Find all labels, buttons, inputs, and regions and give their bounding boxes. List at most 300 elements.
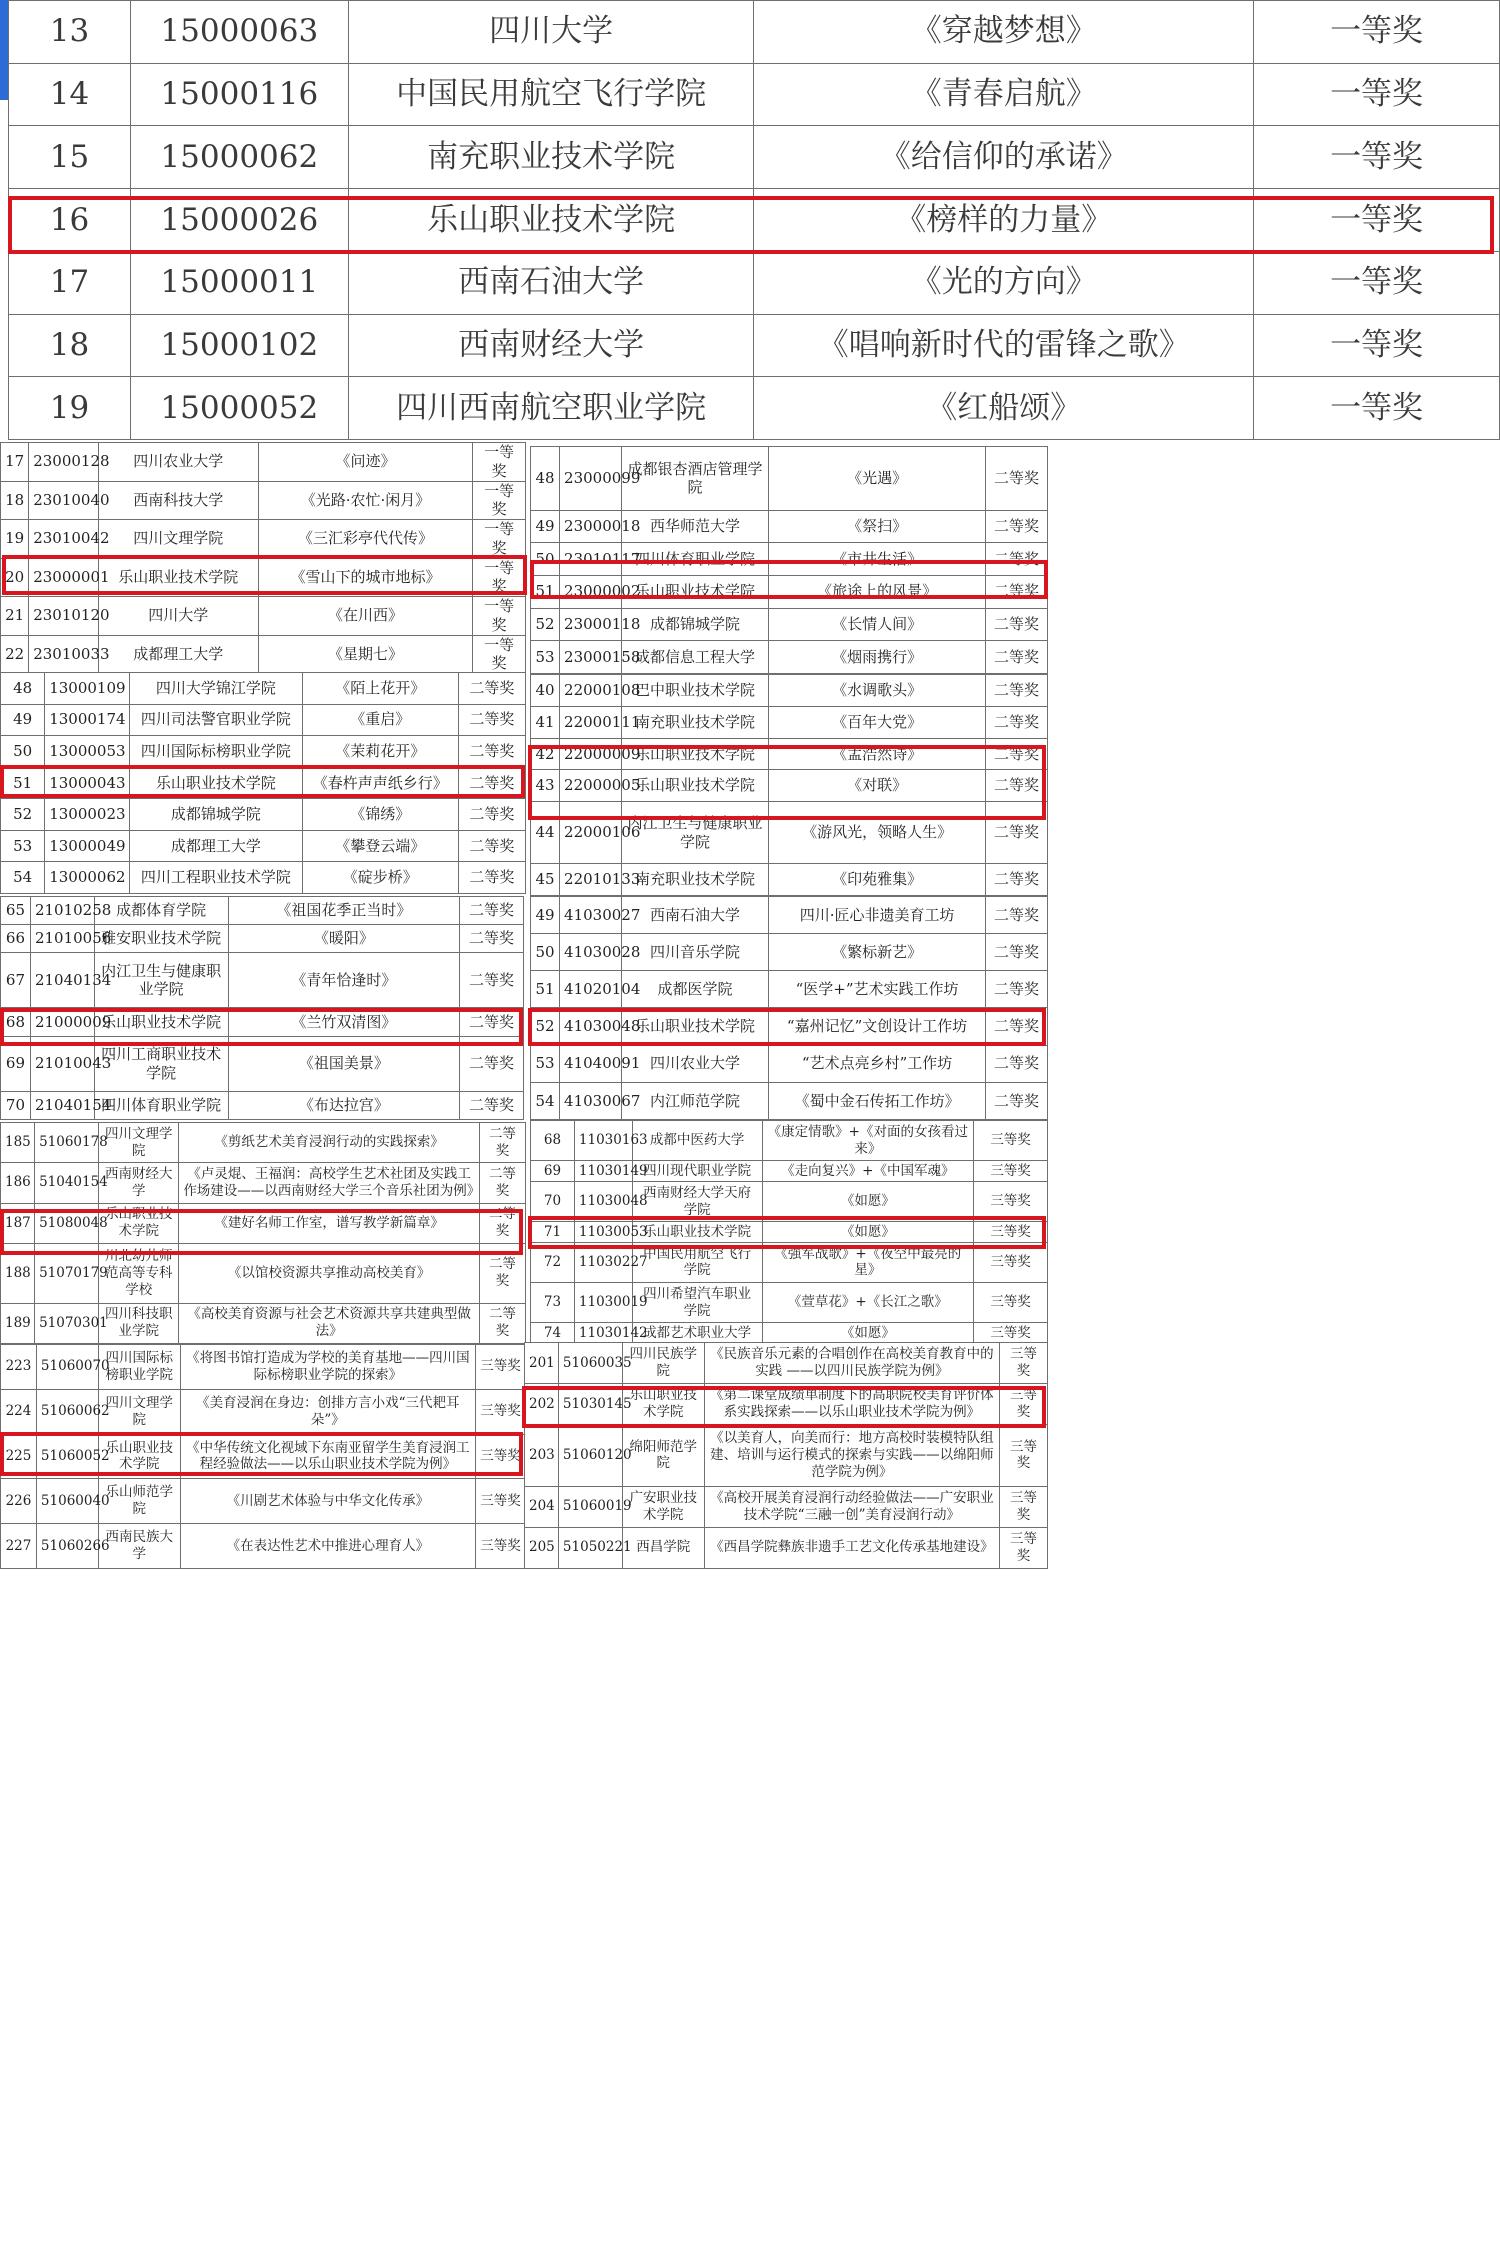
row-number: 14: [9, 63, 131, 126]
award-level: 二等奖: [986, 1045, 1048, 1082]
award-level: 二等奖: [479, 1123, 525, 1163]
award-table: [0, 1344, 526, 1569]
award-level: 二等奖: [986, 897, 1048, 934]
entry-id: 51060120: [558, 1425, 622, 1486]
table-row: [1, 897, 524, 925]
row-number: 65: [1, 897, 31, 925]
work-title: 《给信仰的承诺》: [754, 126, 1254, 189]
school-name: 内江师范学院: [621, 1082, 768, 1119]
award-level: 二等奖: [460, 925, 524, 953]
award-level: 二等奖: [986, 675, 1048, 707]
work-title: 《雪山下的城市地标》: [258, 558, 473, 597]
table-row: [1, 1303, 526, 1343]
entry-id: 11030163: [574, 1121, 632, 1161]
work-title: 《在表达性艺术中推进心理育人》: [180, 1524, 475, 1569]
work-title: 《问迹》: [258, 443, 473, 482]
table-row: [531, 575, 1048, 608]
row-number: 53: [531, 1045, 560, 1082]
school-name: 成都银杏酒店管理学院: [621, 447, 768, 511]
award-table-top: [8, 0, 1500, 440]
award-level: 三等奖: [1000, 1384, 1048, 1425]
work-title: 《市井生活》: [769, 543, 986, 576]
row-number: 188: [1, 1243, 35, 1303]
award-level: 二等奖: [986, 864, 1048, 896]
school-name: 四川文理学院: [98, 520, 258, 559]
school-name: 成都艺术职业大学: [632, 1323, 762, 1344]
school-name: 成都体育学院: [94, 897, 228, 925]
award-level: 二等奖: [458, 767, 525, 799]
award-level: 一等奖: [1254, 63, 1500, 126]
award-level: 二等奖: [458, 799, 525, 831]
table-row: [525, 1425, 1048, 1486]
entry-id: 22000108: [560, 675, 622, 707]
work-title: 《卢灵焜、王福润：高校学生艺术社团及实践工作场建设——以西南财经大学三个音乐社团为例》: [179, 1163, 480, 1203]
row-number: 49: [531, 897, 560, 934]
school-name: 内江卫生与健康职业学院: [621, 802, 768, 864]
entry-id: 22000009: [560, 738, 622, 770]
entry-id: 51080048: [35, 1203, 99, 1243]
row-number: 18: [9, 314, 131, 377]
entry-id: 13000109: [45, 673, 130, 705]
award-table-p6-left: [0, 1344, 526, 1569]
school-name: 绵阳师范学院: [622, 1425, 704, 1486]
award-table-p3-right: [530, 674, 1048, 896]
school-name: 四川国际标榜职业学院: [129, 736, 302, 768]
table-row: [531, 864, 1048, 896]
school-name: 四川科技职业学院: [99, 1303, 179, 1343]
school-name: 西华师范大学: [621, 510, 768, 543]
row-number: 186: [1, 1163, 35, 1203]
table-row: [531, 802, 1048, 864]
row-number: 41: [531, 706, 560, 738]
award-level: 三等奖: [974, 1181, 1048, 1221]
entry-id: 22010133: [560, 864, 622, 896]
table-row: [1, 520, 526, 559]
row-number: 44: [531, 802, 560, 864]
row-number: 21: [1, 597, 29, 636]
award-table: [0, 442, 526, 674]
row-number: 43: [531, 770, 560, 802]
row-number: 71: [531, 1222, 575, 1243]
table-row: [531, 510, 1048, 543]
row-number: 185: [1, 1123, 35, 1163]
award-level: 二等奖: [479, 1163, 525, 1203]
award-level: 三等奖: [974, 1283, 1048, 1323]
work-title: 《以馆校资源共享推动高校美育》: [179, 1243, 480, 1303]
row-number: 51: [1, 767, 45, 799]
row-number: 72: [531, 1242, 575, 1282]
entry-id: 23000128: [29, 443, 99, 482]
table-row: [1, 1479, 526, 1524]
award-level: 二等奖: [458, 862, 525, 894]
table-row: [531, 1323, 1048, 1344]
entry-id: 23000158: [560, 641, 622, 674]
entry-id: 51060052: [36, 1434, 98, 1479]
entry-id: 22000106: [560, 802, 622, 864]
table-row: [1, 1203, 526, 1243]
school-name: 西南财经大学: [348, 314, 754, 377]
row-number: 15: [9, 126, 131, 189]
work-title: 《走向复兴》+《中国军魂》: [762, 1161, 974, 1182]
award-table: [530, 1120, 1048, 1344]
work-title: 《在川西》: [258, 597, 473, 636]
work-title: 《百年大党》: [769, 706, 986, 738]
award-level: 三等奖: [1000, 1527, 1048, 1568]
row-number: 203: [525, 1425, 559, 1486]
table-row: [1, 635, 526, 674]
table-row: [531, 1045, 1048, 1082]
entry-id: 51060035: [558, 1343, 622, 1384]
work-title: 《康定情歌》+《对面的女孩看过来》: [762, 1121, 974, 1161]
entry-id: 41030048: [560, 1008, 622, 1045]
award-level: 二等奖: [986, 706, 1048, 738]
work-title: 《穿越梦想》: [754, 1, 1254, 64]
row-number: 187: [1, 1203, 35, 1243]
table-row: [531, 641, 1048, 674]
school-name: 四川西南航空职业学院: [348, 377, 754, 440]
award-table-p4-right: [530, 896, 1048, 1120]
school-name: 成都医学院: [621, 971, 768, 1008]
award-table-p6-right: [524, 1342, 1048, 1569]
award-level: 一等奖: [473, 635, 526, 674]
entry-id: 23000001: [29, 558, 99, 597]
school-name: 四川工商职业技术学院: [94, 1036, 228, 1091]
award-level: 一等奖: [473, 558, 526, 597]
award-level: 二等奖: [479, 1303, 525, 1343]
work-title: 《如愿》: [762, 1222, 974, 1243]
table-row: [1, 1123, 526, 1163]
work-title: 《暖阳》: [228, 925, 460, 953]
table-row: [531, 897, 1048, 934]
entry-id: 21010056: [30, 925, 94, 953]
school-name: 西南石油大学: [348, 251, 754, 314]
school-name: 四川民族学院: [622, 1343, 704, 1384]
row-number: 17: [9, 251, 131, 314]
school-name: 成都理工大学: [129, 830, 302, 862]
row-number: 50: [531, 934, 560, 971]
entry-id: 23010117: [560, 543, 622, 576]
school-name: 四川国际标榜职业学院: [98, 1345, 180, 1390]
entry-id: 23010120: [29, 597, 99, 636]
table-row: [1, 1389, 526, 1434]
work-title: 《萱草花》+《长江之歌》: [762, 1283, 974, 1323]
entry-id: 51070179: [35, 1243, 99, 1303]
entry-id: 15000063: [130, 1, 348, 64]
award-level: 二等奖: [479, 1243, 525, 1303]
table-row: [9, 377, 1500, 440]
table-row: [1, 443, 526, 482]
school-name: 南充职业技术学院: [348, 126, 754, 189]
award-level: 一等奖: [473, 443, 526, 482]
table-row: [1, 767, 526, 799]
entry-id: 15000026: [130, 189, 348, 252]
award-level: 二等奖: [458, 736, 525, 768]
row-number: 51: [531, 971, 560, 1008]
row-number: 70: [531, 1181, 575, 1221]
entry-id: 23000002: [560, 575, 622, 608]
work-title: 《高校美育资源与社会艺术资源共享共建典型做法》: [179, 1303, 480, 1343]
row-number: 53: [1, 830, 45, 862]
award-level: 二等奖: [986, 1008, 1048, 1045]
school-name: 西南石油大学: [621, 897, 768, 934]
row-number: 17: [1, 443, 29, 482]
work-title: 《印苑雅集》: [769, 864, 986, 896]
school-name: 四川大学锦江学院: [129, 673, 302, 705]
table-row: [1, 1243, 526, 1303]
work-title: “医学+”艺术实践工作坊: [769, 971, 986, 1008]
table-row: [1, 1434, 526, 1479]
table-row: [1, 1036, 524, 1091]
award-level: 三等奖: [476, 1434, 526, 1479]
award-level: 二等奖: [460, 1008, 524, 1036]
award-table-p3-left: [0, 672, 526, 894]
school-name: 乐山职业技术学院: [621, 575, 768, 608]
entry-id: 41020104: [560, 971, 622, 1008]
entry-id: 11030019: [574, 1283, 632, 1323]
award-level: 三等奖: [1000, 1425, 1048, 1486]
table-row: [1, 481, 526, 520]
row-number: 201: [525, 1343, 559, 1384]
row-number: 66: [1, 925, 31, 953]
award-level: 三等奖: [476, 1389, 526, 1434]
award-level: 二等奖: [479, 1203, 525, 1243]
award-level: 二等奖: [986, 1082, 1048, 1119]
award-level: 二等奖: [986, 934, 1048, 971]
entry-id: 41030027: [560, 897, 622, 934]
table-row: [531, 971, 1048, 1008]
entry-id: 22000005: [560, 770, 622, 802]
work-title: 《游风光，领略人生》: [769, 802, 986, 864]
award-table-p2-right: [530, 446, 1048, 674]
work-title: 《祭扫》: [769, 510, 986, 543]
row-number: 50: [531, 543, 560, 576]
work-title: “嘉州记忆”文创设计工作坊: [769, 1008, 986, 1045]
table-row: [531, 1161, 1048, 1182]
award-level: 一等奖: [1254, 314, 1500, 377]
table-row: [531, 1283, 1048, 1323]
row-number: 49: [1, 704, 45, 736]
award-level: 二等奖: [986, 770, 1048, 802]
work-title: 《青春启航》: [754, 63, 1254, 126]
award-level: 二等奖: [986, 738, 1048, 770]
row-number: 74: [531, 1323, 575, 1344]
school-name: 乐山职业技术学院: [129, 767, 302, 799]
row-number: 226: [1, 1479, 37, 1524]
panel-divider: [0, 0, 8, 100]
row-number: 48: [531, 447, 560, 511]
table-row: [525, 1527, 1048, 1568]
row-number: 45: [531, 864, 560, 896]
table-row: [1, 799, 526, 831]
award-level: 一等奖: [1254, 251, 1500, 314]
entry-id: 15000102: [130, 314, 348, 377]
school-name: 西南科技大学: [98, 481, 258, 520]
row-number: 42: [531, 738, 560, 770]
award-level: 三等奖: [974, 1323, 1048, 1344]
school-name: 乐山职业技术学院: [621, 770, 768, 802]
work-title: 《对联》: [769, 770, 986, 802]
award-table-p2-left: [0, 442, 526, 672]
row-number: 224: [1, 1389, 37, 1434]
entry-id: 13000174: [45, 704, 130, 736]
award-level: 二等奖: [458, 704, 525, 736]
row-number: 48: [1, 673, 45, 705]
work-title: 《重启》: [302, 704, 458, 736]
table-row: [9, 189, 1500, 252]
row-number: 223: [1, 1345, 37, 1390]
award-level: 二等奖: [986, 543, 1048, 576]
row-number: 70: [1, 1091, 31, 1119]
award-level: 一等奖: [473, 481, 526, 520]
entry-id: 11030149: [574, 1161, 632, 1182]
table-row: [531, 447, 1048, 511]
entry-id: 21010043: [30, 1036, 94, 1091]
award-level: 三等奖: [974, 1121, 1048, 1161]
table-row: [531, 1181, 1048, 1221]
school-name: 四川希望汽车职业学院: [632, 1283, 762, 1323]
award-level: 二等奖: [986, 608, 1048, 641]
table-row: [531, 770, 1048, 802]
work-title: 《中华传统文化视域下东南亚留学生美育浸润工程经验做法——以乐山职业技术学院为例》: [180, 1434, 475, 1479]
school-name: 四川文理学院: [99, 1123, 179, 1163]
award-table: [8, 0, 1500, 440]
school-name: 四川大学: [348, 1, 754, 64]
work-title: 《水调歌头》: [769, 675, 986, 707]
work-title: 《光遇》: [769, 447, 986, 511]
work-title: 《民族音乐元素的合唱创作在高校美育教育中的实践 ——以四川民族学院为例》: [704, 1343, 999, 1384]
school-name: 四川司法警官职业学院: [129, 704, 302, 736]
table-row: [1, 1008, 524, 1036]
work-title: 四川·匠心非遗美育工坊: [769, 897, 986, 934]
row-number: 19: [1, 520, 29, 559]
table-row: [9, 126, 1500, 189]
entry-id: 15000011: [130, 251, 348, 314]
school-name: 乐山职业技术学院: [622, 1384, 704, 1425]
school-name: 四川文理学院: [98, 1389, 180, 1434]
work-title: 《西昌学院彝族非遗手工艺文化传承基地建设》: [704, 1527, 999, 1568]
award-level: 二等奖: [458, 673, 525, 705]
school-name: 巴中职业技术学院: [621, 675, 768, 707]
work-title: 《红船颂》: [754, 377, 1254, 440]
row-number: 227: [1, 1524, 37, 1569]
award-table: [530, 446, 1048, 674]
award-level: 一等奖: [473, 597, 526, 636]
entry-id: 51060266: [36, 1524, 98, 1569]
entry-id: 23010042: [29, 520, 99, 559]
work-title: 《以美育人，向美而行：地方高校时装模特队组建、培训与运行模式的探索与实践——以绵阳师范学院为例》: [704, 1425, 999, 1486]
row-number: 225: [1, 1434, 37, 1479]
entry-id: 23010040: [29, 481, 99, 520]
entry-id: 11030048: [574, 1181, 632, 1221]
school-name: 四川体育职业学院: [94, 1091, 228, 1119]
table-row: [525, 1384, 1048, 1425]
school-name: 乐山职业技术学院: [98, 1434, 180, 1479]
award-table-p4-left: [0, 896, 524, 1120]
school-name: 雅安职业技术学院: [94, 925, 228, 953]
school-name: 成都信息工程大学: [621, 641, 768, 674]
work-title: 《美育浸润在身边：创排方言小戏“三代耙耳朵”》: [180, 1389, 475, 1434]
school-name: 四川农业大学: [621, 1045, 768, 1082]
school-name: 乐山职业技术学院: [94, 1008, 228, 1036]
school-name: 四川体育职业学院: [621, 543, 768, 576]
award-level: 二等奖: [460, 1091, 524, 1119]
table-row: [525, 1486, 1048, 1527]
row-number: 40: [531, 675, 560, 707]
award-level: 二等奖: [986, 447, 1048, 511]
entry-id: 41030067: [560, 1082, 622, 1119]
entry-id: 13000049: [45, 830, 130, 862]
entry-id: 13000062: [45, 862, 130, 894]
award-level: 三等奖: [974, 1242, 1048, 1282]
school-name: 乐山职业技术学院: [98, 558, 258, 597]
table-row: [1, 862, 526, 894]
table-row: [9, 251, 1500, 314]
award-level: 二等奖: [986, 641, 1048, 674]
school-name: 四川农业大学: [98, 443, 258, 482]
work-title: 《将图书馆打造成为学校的美育基地——四川国际标榜职业学院的探索》: [180, 1345, 475, 1390]
work-title: 《茉莉花开》: [302, 736, 458, 768]
award-level: 二等奖: [986, 575, 1048, 608]
table-row: [1, 736, 526, 768]
row-number: 54: [1, 862, 45, 894]
row-number: 69: [531, 1161, 575, 1182]
table-row: [531, 608, 1048, 641]
entry-id: 41040091: [560, 1045, 622, 1082]
work-title: 《布达拉宫》: [228, 1091, 460, 1119]
award-level: 一等奖: [473, 520, 526, 559]
work-title: 《第二课堂成绩单制度下的高职院校美育评价体系实践探索——以乐山职业技术学院为例》: [704, 1384, 999, 1425]
work-title: 《剪纸艺术美育浸润行动的实践探索》: [179, 1123, 480, 1163]
school-name: 中国民用航空飞行学院: [348, 63, 754, 126]
table-row: [531, 543, 1048, 576]
table-row: [1, 1163, 526, 1203]
school-name: 四川现代职业学院: [632, 1161, 762, 1182]
school-name: 成都理工大学: [98, 635, 258, 674]
work-title: 《强军战歌》+《夜空中最亮的星》: [762, 1242, 974, 1282]
award-table: [530, 674, 1048, 896]
entry-id: 15000052: [130, 377, 348, 440]
row-number: 69: [1, 1036, 31, 1091]
entry-id: 13000053: [45, 736, 130, 768]
work-title: 《建好名师工作室，谱写教学新篇章》: [179, 1203, 480, 1243]
award-level: 三等奖: [1000, 1486, 1048, 1527]
entry-id: 51060040: [36, 1479, 98, 1524]
row-number: 18: [1, 481, 29, 520]
school-name: 川北幼儿师范高等专科学校: [99, 1243, 179, 1303]
row-number: 67: [1, 953, 31, 1008]
entry-id: 23000099: [560, 447, 622, 511]
table-row: [1, 558, 526, 597]
table-row: [531, 1242, 1048, 1282]
table-row: [9, 63, 1500, 126]
work-title: 《祖国美景》: [228, 1036, 460, 1091]
row-number: 19: [9, 377, 131, 440]
award-level: 三等奖: [476, 1524, 526, 1569]
row-number: 189: [1, 1303, 35, 1343]
row-number: 52: [531, 608, 560, 641]
table-row: [531, 1222, 1048, 1243]
school-name: 四川大学: [98, 597, 258, 636]
table-row: [1, 953, 524, 1008]
school-name: 成都锦城学院: [129, 799, 302, 831]
table-row: [1, 673, 526, 705]
row-number: 68: [1, 1008, 31, 1036]
school-name: 乐山师范学院: [98, 1479, 180, 1524]
row-number: 54: [531, 1082, 560, 1119]
work-title: 《唱响新时代的雷锋之歌》: [754, 314, 1254, 377]
entry-id: 22000111: [560, 706, 622, 738]
award-level: 三等奖: [974, 1222, 1048, 1243]
